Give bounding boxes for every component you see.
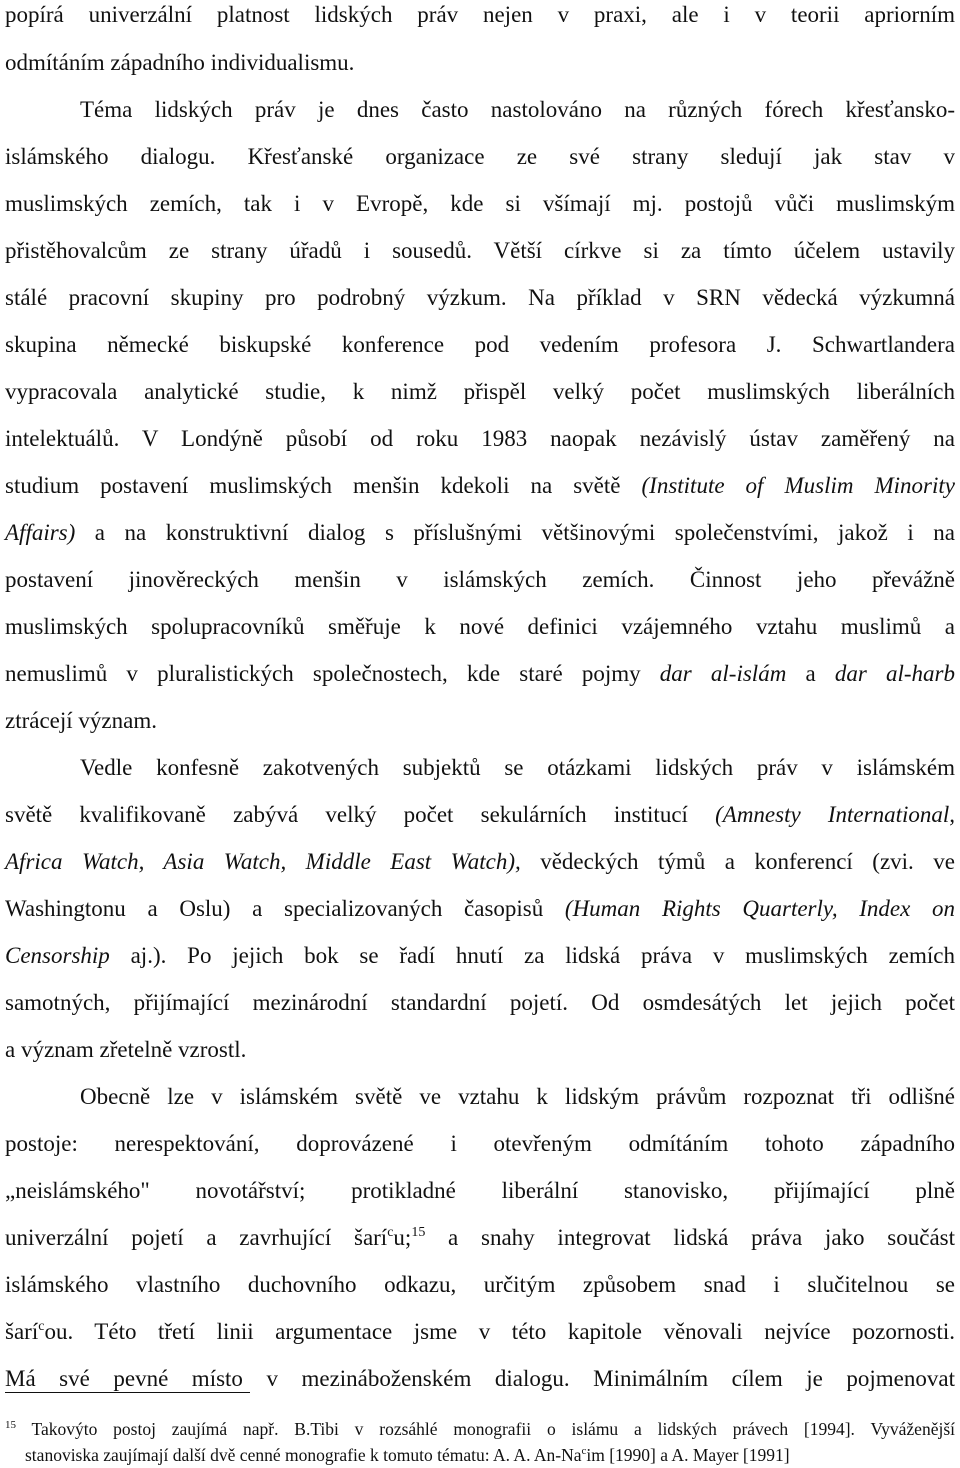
text-span: u; xyxy=(393,1225,412,1250)
italic-text: dar al-harb xyxy=(834,661,955,686)
text-span: skupina německé biskupské konference pod vedením profesora J. Schwartlandera xyxy=(5,332,955,357)
text-span: a význam zřetelně vzrostl. xyxy=(5,1037,247,1062)
text-span: a snahy integrovat lidská práva jako součást xyxy=(425,1225,955,1250)
text-line xyxy=(5,706,955,736)
text-line xyxy=(80,1082,955,1112)
text-line xyxy=(5,142,955,172)
text-line xyxy=(5,612,955,642)
text-span: aj.). Po jejich bok se řadí hnutí za lidská práva v muslimských zemích xyxy=(109,943,955,968)
footnote-separator xyxy=(5,1392,250,1393)
text-line xyxy=(5,1176,955,1206)
text-span: světě kvalifikovaně zabývá velký počet sekulárních institucí xyxy=(5,802,716,827)
text-span: islámského vlastního duchovního odkazu, určitým způsobem snad i slučitelnou se xyxy=(5,1272,955,1297)
text-line xyxy=(5,471,955,501)
italic-text: (Amnesty International, xyxy=(715,802,955,827)
text-span: intelektuálů. V Londýně působí od roku 1983 naopak nezávislý ústav zaměřený na xyxy=(5,426,955,451)
text-span: odmítáním západního individualismu. xyxy=(5,50,355,75)
superscript: 15 xyxy=(411,1225,426,1240)
text-line xyxy=(80,753,955,783)
superscript: c xyxy=(38,1319,45,1334)
text-span: muslimských zemích, tak i v Evropě, kde si všímají mj. postojů vůči muslimským xyxy=(5,191,955,216)
text-span: Má své pevné místo v mezináboženském dialogu. Minimálním cílem je pojmenovat xyxy=(5,1366,955,1391)
text-line xyxy=(5,48,955,78)
text-span: šarí xyxy=(5,1319,39,1344)
italic-text: Censorship xyxy=(5,943,110,968)
superscript: 15 xyxy=(5,1419,16,1431)
text-span: postoje: nerespektování, doprovázené i otevřeným odmítáním tohoto západního xyxy=(5,1131,955,1156)
text-span: studium postavení muslimských menšin kdekoli na světě xyxy=(5,473,642,498)
text-line xyxy=(5,0,955,30)
text-line xyxy=(5,894,955,924)
text-span: samotných, přijímající mezinárodní standardní pojetí. Od osmdesátých let jejich počet xyxy=(5,990,955,1015)
text-span: univerzální pojetí a zavrhující šarí xyxy=(5,1225,388,1250)
text-line xyxy=(5,1364,955,1394)
text-span: stálé pracovní skupiny pro podrobný výzkum. Na příklad v SRN vědecká výzkumná xyxy=(5,285,955,310)
text-span: popírá univerzální platnost lidských práv nejen v praxi, ale i v teorii apriorním xyxy=(5,2,955,27)
italic-text: (Institute of Muslim Minority xyxy=(641,473,955,498)
text-line xyxy=(80,95,955,125)
text-span: vypracovala analytické studie, k nimž přispěl velký počet muslimských liberálních xyxy=(5,379,955,404)
italic-text: Africa Watch, Asia Watch, Middle East Watch), xyxy=(5,849,521,874)
text-span: Washingtonu a Oslu) a specializovaných časopisů xyxy=(5,896,565,921)
superscript: c xyxy=(387,1225,394,1240)
text-line xyxy=(5,565,955,595)
text-span: přistěhovalcům ze strany úřadů i sousedů. Větší církve si za tímto účelem ustavily xyxy=(5,238,955,263)
superscript: c xyxy=(581,1445,587,1457)
text-line xyxy=(5,847,955,877)
text-span: „neislámského" novotářství; protikladné liberální stanovisko, přijímající plně xyxy=(5,1178,955,1203)
text-span: a na konstruktivní dialog s příslušnými většinovými společenstvími, jakož i na xyxy=(75,520,955,545)
text-line xyxy=(5,1270,955,1300)
text-line xyxy=(5,330,955,360)
text-span: Obecně lze v islámském světě ve vztahu k lidským právům rozpoznat tři odlišné xyxy=(80,1084,955,1109)
text-line xyxy=(5,189,955,219)
text-line xyxy=(5,518,955,548)
text-span: Téma lidských práv je dnes často nastolováno na různých fórech křesťansko- xyxy=(80,97,955,122)
text-span: stanoviska zaujímají další dvě cenné monografie k tomuto tématu: A. A. An-Na xyxy=(25,1445,582,1465)
text-line xyxy=(5,941,955,971)
text-line xyxy=(5,659,955,689)
text-line xyxy=(5,283,955,313)
text-span: muslimských spolupracovníků směřuje k nové definici vzájemného vztahu muslimů a xyxy=(5,614,955,639)
text-span: a xyxy=(786,661,835,686)
footnote-line xyxy=(5,1418,955,1440)
text-line xyxy=(5,988,955,1018)
text-span: vědeckých týmů a konferencí (zvi. ve xyxy=(520,849,955,874)
text-line xyxy=(5,800,955,830)
text-span: im [1990] a A. Mayer [1991] xyxy=(586,1445,790,1465)
text-line xyxy=(5,1317,955,1347)
text-line xyxy=(5,1223,955,1253)
text-line xyxy=(5,377,955,407)
text-span: Vedle konfesně zakotvených subjektů se otázkami lidských práv v islámském xyxy=(80,755,955,780)
text-span: postavení jinověreckých menšin v islámských zemích. Činnost jeho převážně xyxy=(5,567,955,592)
text-line xyxy=(5,1129,955,1159)
italic-text: (Human Rights Quarterly, Index on xyxy=(564,896,955,921)
text-span: islámského dialogu. Křesťanské organizace ze své strany sledují jak stav v xyxy=(5,144,955,169)
text-span: nemuslimů v pluralistických společnostech, kde staré pojmy xyxy=(5,661,660,686)
italic-text: dar al-islám xyxy=(659,661,787,686)
italic-text: Affairs) xyxy=(5,520,76,545)
text-line xyxy=(5,236,955,266)
text-span: Takovýto postoj zaujímá např. B.Tibi v rozsáhlé monografii o islámu a lidských právech [1994]. Vyváženější xyxy=(16,1419,955,1439)
text-line xyxy=(5,1035,955,1065)
footnote-line xyxy=(25,1444,955,1466)
text-span: ou. Této třetí linii argumentace jsme v této kapitole věnovali nejvíce pozornosti. xyxy=(44,1319,955,1344)
text-line xyxy=(5,424,955,454)
text-span: ztrácejí význam. xyxy=(5,708,157,733)
